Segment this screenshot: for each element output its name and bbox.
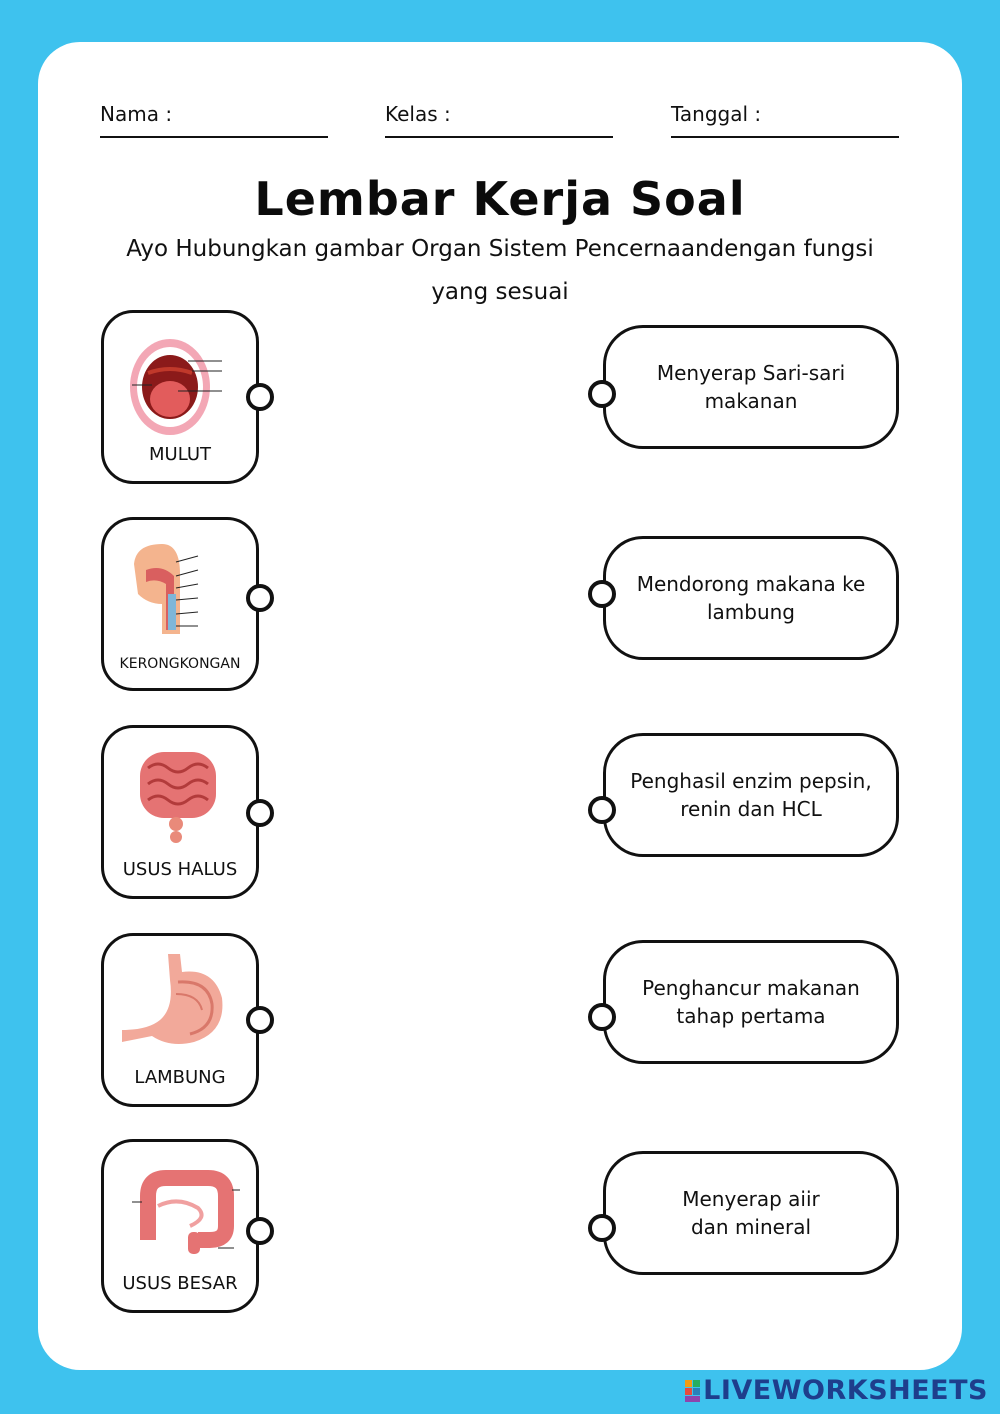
- organ-label: USUS BESAR: [122, 1273, 238, 1294]
- name-field[interactable]: [100, 102, 328, 138]
- organ-connector-dot-lambung[interactable]: [246, 1006, 274, 1034]
- name-label: Nama :: [100, 102, 173, 126]
- organ-label: MULUT: [148, 444, 211, 465]
- function-box-4: [603, 940, 899, 1064]
- function-text-line-1: Penghancur makanan: [642, 976, 860, 1000]
- page-title: Lembar Kerja Soal: [254, 172, 746, 226]
- stomach-illustration-icon: [118, 950, 244, 1060]
- mouth-illustration-icon: [118, 327, 244, 437]
- function-text-line-2: lambung: [706, 600, 796, 624]
- date-field[interactable]: [671, 102, 899, 138]
- function-text-line-2: renin dan HCL: [680, 797, 822, 821]
- function-connector-dot-2[interactable]: [588, 580, 616, 608]
- brand-text: LIVEWORKSHEETS: [703, 1375, 988, 1406]
- organ-card-mulut: [101, 310, 259, 484]
- function-text-line-2: makanan: [704, 389, 798, 413]
- liveworksheets-brand: [685, 1375, 988, 1406]
- instructions: [100, 228, 900, 314]
- organ-card-kerongkongan: [101, 517, 259, 691]
- organ-card-usus-halus: [101, 725, 259, 899]
- function-text-line-2: tahap pertama: [676, 1004, 826, 1028]
- function-box-3: [603, 733, 899, 857]
- function-box-2: [603, 536, 899, 660]
- organ-label: KERONGKONGAN: [119, 656, 241, 672]
- liveworksheets-logo-icon: [685, 1380, 701, 1402]
- function-text-line-1: Penghasil enzim pepsin,: [630, 769, 872, 793]
- class-label: Kelas :: [385, 102, 451, 126]
- function-connector-dot-1[interactable]: [588, 380, 616, 408]
- organ-label: USUS HALUS: [122, 859, 238, 880]
- instruction-line-2: yang sesuai: [431, 279, 569, 305]
- function-connector-dot-5[interactable]: [588, 1214, 616, 1242]
- function-text-line-1: Mendorong makana ke: [636, 572, 866, 596]
- organ-card-usus-besar: [101, 1139, 259, 1313]
- organ-label: LAMBUNG: [134, 1067, 226, 1088]
- function-connector-dot-4[interactable]: [588, 1003, 616, 1031]
- function-box-1: [603, 325, 899, 449]
- function-connector-dot-3[interactable]: [588, 796, 616, 824]
- organ-connector-dot-mulut[interactable]: [246, 383, 274, 411]
- function-text-line-2: dan mineral: [690, 1215, 812, 1239]
- organ-connector-dot-usus-halus[interactable]: [246, 799, 274, 827]
- function-text-line-1: Menyerap aiir: [682, 1187, 820, 1211]
- organ-connector-dot-usus-besar[interactable]: [246, 1217, 274, 1245]
- function-text-line-1: Menyerap Sari-sari: [656, 361, 846, 385]
- function-box-5: [603, 1151, 899, 1275]
- instruction-line-1: Ayo Hubungkan gambar Organ Sistem Pencernaandengan fungsi: [126, 236, 874, 262]
- organ-connector-dot-kerongkongan[interactable]: [246, 584, 274, 612]
- date-label: Tanggal :: [671, 102, 762, 126]
- small-intestine-illustration-icon: [118, 742, 244, 852]
- throat-illustration-icon: [118, 534, 244, 644]
- organ-card-lambung: [101, 933, 259, 1107]
- large-intestine-illustration-icon: [118, 1156, 244, 1266]
- class-field[interactable]: [385, 102, 613, 138]
